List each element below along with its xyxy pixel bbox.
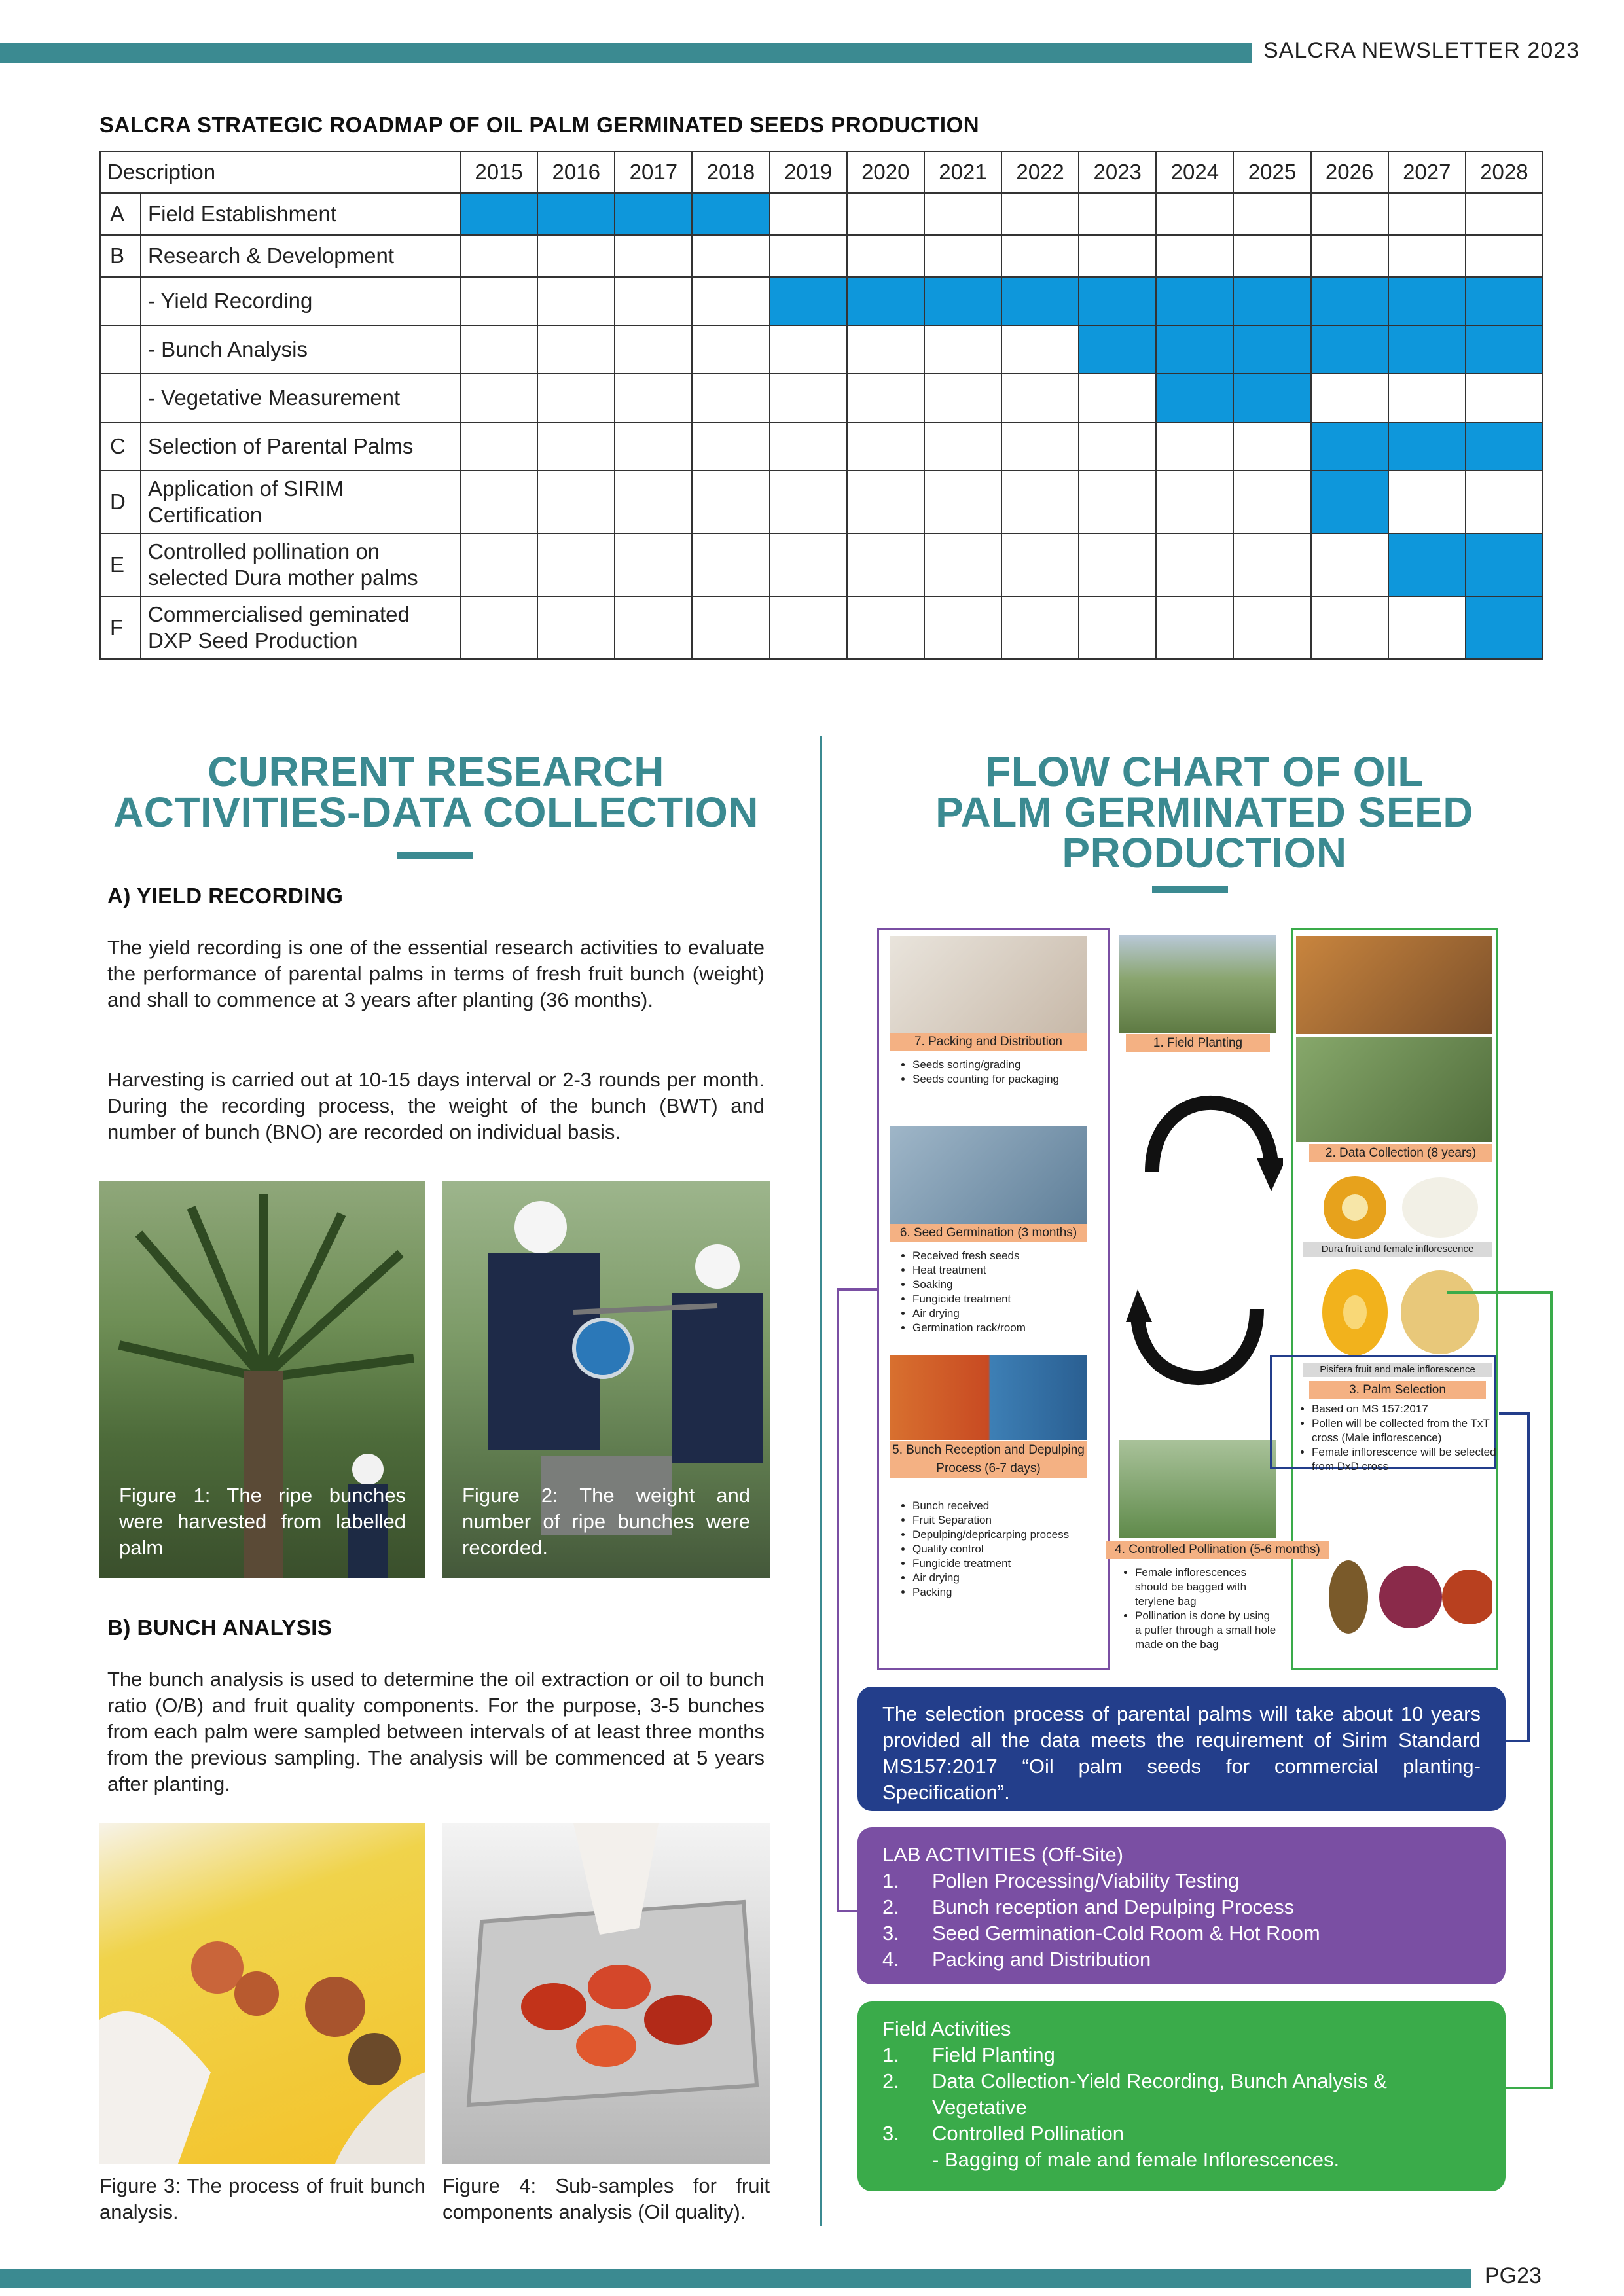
figure-4-caption: Figure 4: Sub-samples for fruit components analysis (Oil quality). — [442, 2174, 770, 2223]
description-header: Description — [100, 151, 460, 193]
gantt-cell — [1156, 374, 1233, 422]
gantt-cell — [1233, 533, 1310, 596]
gantt-cell — [847, 325, 924, 374]
gantt-cell — [1388, 533, 1466, 596]
gantt-cell — [1388, 596, 1466, 659]
gantt-cell — [1466, 325, 1543, 374]
roadmap-row-label: Selection of Parental Palms — [141, 422, 460, 471]
gantt-cell — [615, 374, 692, 422]
gantt-cell — [615, 325, 692, 374]
year-header-2027: 2027 — [1388, 151, 1466, 193]
gantt-cell — [1079, 471, 1156, 533]
gantt-cell — [692, 235, 769, 277]
roadmap-row — [100, 422, 1543, 471]
year-header-2024: 2024 — [1156, 151, 1233, 193]
step-2-caption-1: Dura fruit and female inflorescence — [1303, 1242, 1492, 1257]
gantt-cell — [1156, 325, 1233, 374]
gantt-cell — [1311, 374, 1388, 422]
research-heading-underline — [397, 852, 473, 859]
germination-photo — [890, 1126, 1087, 1224]
flow-chart-heading: FLOW CHART OF OIL PALM GERMINATED SEED PRODUCTION — [935, 748, 1473, 876]
year-header-2015: 2015 — [460, 151, 537, 193]
field-activities-box: Field Activities 1. Field Planting 2. Data Collection-Yield Recording, Bunch Analysis & Vegetative 3. Controlled Pollination - Bagging of male and female Inflorescences. — [857, 2001, 1506, 2191]
roadmap-row-code — [100, 325, 141, 374]
step-6-label: 6. Seed Germination (3 months) — [890, 1224, 1087, 1242]
gantt-cell — [770, 235, 847, 277]
gantt-cell — [924, 235, 1001, 277]
research-heading: CURRENT RESEARCH ACTIVITIES-DATA COLLECTION — [113, 748, 759, 836]
gantt-cell — [1388, 374, 1466, 422]
gantt-cell — [1311, 235, 1388, 277]
gantt-cell — [1079, 374, 1156, 422]
gantt-cell — [847, 596, 924, 659]
gantt-cell — [1311, 325, 1388, 374]
roadmap-row — [100, 193, 1543, 235]
gantt-cell — [1156, 235, 1233, 277]
figure-4-photo — [442, 1823, 770, 2164]
gantt-cell — [1388, 193, 1466, 235]
gantt-cell — [1079, 235, 1156, 277]
roadmap-row — [100, 277, 1543, 325]
dura-fruit-icon — [1309, 1172, 1492, 1244]
gantt-cell — [1466, 533, 1543, 596]
gantt-cell — [770, 533, 847, 596]
gantt-cell — [692, 422, 769, 471]
figure-3-caption: Figure 3: The process of fruit bunch analysis. — [99, 2174, 425, 2223]
year-header-2017: 2017 — [615, 151, 692, 193]
roadmap-row-code: E — [100, 533, 141, 596]
roadmap-row — [100, 325, 1543, 374]
gantt-cell — [1466, 193, 1543, 235]
gantt-cell — [460, 325, 537, 374]
figure-1-caption: Figure 1: The ripe bunches were harvested from labelled palm — [119, 1484, 406, 1559]
gantt-cell — [924, 422, 1001, 471]
gantt-cell — [537, 325, 615, 374]
gantt-cell — [1233, 596, 1310, 659]
gantt-cell — [460, 277, 537, 325]
gantt-cell — [537, 533, 615, 596]
roadmap-table — [99, 151, 1543, 660]
roadmap-row-label: Controlled pollination on selected Dura mother palms — [141, 533, 460, 596]
step-5-list: • Bunch received • Fruit Separation • Depulping/depricarping process • Quality control • Fungicide treatment • Air drying • Packing — [897, 1499, 1102, 1600]
year-header-2026: 2026 — [1311, 151, 1388, 193]
gantt-cell — [1311, 471, 1388, 533]
roadmap-row-label: - Vegetative Measurement — [141, 374, 460, 422]
data-collection-photo-1 — [1296, 936, 1492, 1034]
roadmap-row-code — [100, 374, 141, 422]
gantt-cell — [1233, 235, 1310, 277]
gantt-cell — [1001, 277, 1079, 325]
roadmap-title: SALCRA STRATEGIC ROADMAP OF OIL PALM GERMINATED SEEDS PRODUCTION — [99, 113, 980, 137]
year-header-2023: 2023 — [1079, 151, 1156, 193]
gantt-cell — [924, 193, 1001, 235]
gantt-cell — [692, 533, 769, 596]
gantt-cell — [1388, 422, 1466, 471]
gantt-cell — [770, 193, 847, 235]
gantt-cell — [1079, 193, 1156, 235]
gantt-cell — [460, 471, 537, 533]
step-2-caption-2: Pisifera fruit and male inflorescence — [1303, 1363, 1492, 1377]
gantt-cell — [537, 422, 615, 471]
roadmap-row — [100, 235, 1543, 277]
gantt-cell — [1466, 277, 1543, 325]
gantt-cell — [615, 471, 692, 533]
packing-photo — [890, 936, 1087, 1034]
gantt-cell — [770, 422, 847, 471]
gantt-cell — [1001, 471, 1079, 533]
roadmap-row-code: F — [100, 596, 141, 659]
gantt-cell — [1156, 533, 1233, 596]
gantt-cell — [1233, 193, 1310, 235]
gantt-cell — [1001, 325, 1079, 374]
roadmap-row-label: Commercialised geminated DXP Seed Production — [141, 596, 460, 659]
gantt-cell — [1233, 374, 1310, 422]
yield-recording-title: A) YIELD RECORDING — [107, 884, 344, 908]
gantt-cell — [537, 596, 615, 659]
gantt-cell — [692, 193, 769, 235]
step-7-label: 7. Packing and Distribution — [890, 1033, 1087, 1051]
gantt-cell — [1001, 533, 1079, 596]
gantt-cell — [924, 277, 1001, 325]
roadmap-row — [100, 374, 1543, 422]
gantt-cell — [770, 325, 847, 374]
step-5-label: 5. Bunch Reception and Depulping Process (6-7 days) — [890, 1441, 1087, 1478]
yield-recording-paragraph-2: Harvesting is carried out at 10-15 days interval or 2-3 rounds per month. During the recording process, the weight of the bunch (BWT) and number of bunch (BNO) are recorded on individual basis. — [107, 1068, 765, 1143]
gantt-cell — [770, 471, 847, 533]
field-planting-photo — [1119, 935, 1276, 1033]
footer-bar — [0, 2269, 1471, 2288]
gantt-cell — [1311, 596, 1388, 659]
gantt-cell — [1311, 193, 1388, 235]
gantt-cell — [1466, 596, 1543, 659]
page-number: PG23 — [1485, 2263, 1542, 2288]
roadmap-row-label: Research & Development — [141, 235, 460, 277]
roadmap-header-row — [100, 151, 1543, 193]
gantt-cell — [847, 235, 924, 277]
roadmap-row-code: C — [100, 422, 141, 471]
gantt-cell — [460, 422, 537, 471]
gantt-cell — [1233, 325, 1310, 374]
gantt-cell — [460, 533, 537, 596]
gantt-cell — [537, 471, 615, 533]
gantt-cell — [924, 596, 1001, 659]
gantt-cell — [1388, 325, 1466, 374]
year-header-2028: 2028 — [1466, 151, 1543, 193]
flow-heading-underline — [1152, 886, 1228, 893]
gantt-cell — [1388, 277, 1466, 325]
lab-activities-box: LAB ACTIVITIES (Off-Site) 1. Pollen Processing/Viability Testing 2. Bunch reception and Depulping Process 3. Seed Germination-Cold Room & Hot Room 4. Packing and Distribution — [857, 1827, 1506, 1984]
gantt-cell — [847, 471, 924, 533]
gantt-cell — [1466, 235, 1543, 277]
bunch-analysis-paragraph: The bunch analysis is used to determine the oil extraction or oil to bunch ratio (O/B) and fruit quality components. For the purpose, 3-5 bunches from each palm were sampled between intervals of at least three months from the previous sampling. The analysis will be commenced at 5 years after planting. — [107, 1668, 765, 1795]
year-header-2020: 2020 — [847, 151, 924, 193]
gantt-cell — [615, 277, 692, 325]
step-2-label: 2. Data Collection (8 years) — [1309, 1144, 1492, 1162]
gantt-cell — [1156, 471, 1233, 533]
step-4-label: 4. Controlled Pollination (5-6 months) — [1106, 1541, 1329, 1559]
yield-recording-paragraph-1: The yield recording is one of the essential research activities to evaluate the performance of parental palms in terms of fresh fruit bunch (weight) and shall to commence at 3 years after planting (36 months). — [107, 936, 765, 1011]
roadmap-row-label: Application of SIRIM Certification — [141, 471, 460, 533]
gantt-cell — [1156, 422, 1233, 471]
gantt-cell — [770, 374, 847, 422]
roadmap-row-code — [100, 277, 141, 325]
year-header-2018: 2018 — [692, 151, 769, 193]
column-divider — [820, 736, 822, 2226]
gantt-cell — [1001, 422, 1079, 471]
fruit-tray-illustration — [442, 1823, 770, 2164]
gantt-cell — [1079, 533, 1156, 596]
gantt-cell — [692, 325, 769, 374]
step-3-list: • Based on MS 157:2017 • Pollen will be collected from the TxT cross (Male inflorescence) • Female inflorescence will be selected from DxD cross — [1296, 1402, 1502, 1474]
gantt-cell — [615, 533, 692, 596]
gantt-cell — [1388, 235, 1466, 277]
fruit-bunch-illustration — [99, 1823, 425, 2164]
gantt-cell — [1001, 596, 1079, 659]
gantt-cell — [1388, 471, 1466, 533]
gantt-cell — [924, 471, 1001, 533]
year-header-2016: 2016 — [537, 151, 615, 193]
gantt-cell — [537, 193, 615, 235]
data-collection-photo-2 — [1296, 1037, 1492, 1142]
gantt-cell — [847, 193, 924, 235]
gantt-cell — [924, 533, 1001, 596]
step-6-list: • Received fresh seeds • Heat treatment • Soaking • Fungicide treatment • Air drying • Germination rack/room — [897, 1249, 1102, 1335]
roadmap-row-code: B — [100, 235, 141, 277]
roadmap-row-code: D — [100, 471, 141, 533]
gantt-cell — [1311, 422, 1388, 471]
gantt-cell — [460, 374, 537, 422]
bunch-analysis-title: B) BUNCH ANALYSIS — [107, 1615, 333, 1640]
year-header-2022: 2022 — [1001, 151, 1079, 193]
gantt-cell — [924, 374, 1001, 422]
roadmap-row-code: A — [100, 193, 141, 235]
gantt-cell — [692, 471, 769, 533]
gantt-cell — [537, 277, 615, 325]
step-7-list: • Seeds sorting/grading • Seeds counting for packaging — [897, 1058, 1102, 1086]
roadmap-row-label: - Yield Recording — [141, 277, 460, 325]
gantt-cell — [1466, 374, 1543, 422]
gantt-cell — [460, 193, 537, 235]
gantt-cell — [615, 193, 692, 235]
step-3-label: 3. Palm Selection — [1309, 1381, 1486, 1399]
gantt-cell — [1311, 277, 1388, 325]
gantt-cell — [924, 325, 1001, 374]
roadmap-row — [100, 533, 1543, 596]
roadmap-row-label: Field Establishment — [141, 193, 460, 235]
gantt-cell — [847, 422, 924, 471]
gantt-cell — [1156, 193, 1233, 235]
gantt-cell — [537, 374, 615, 422]
gantt-cell — [1156, 596, 1233, 659]
gantt-cell — [460, 596, 537, 659]
gantt-cell — [615, 422, 692, 471]
gantt-cell — [1466, 471, 1543, 533]
gantt-cell — [1001, 193, 1079, 235]
gantt-cell — [1466, 422, 1543, 471]
figure-1-photo — [99, 1181, 425, 1578]
roadmap-row — [100, 596, 1543, 659]
gantt-cell — [770, 277, 847, 325]
gantt-cell — [1001, 235, 1079, 277]
year-header-2019: 2019 — [770, 151, 847, 193]
gantt-cell — [847, 277, 924, 325]
gantt-cell — [770, 596, 847, 659]
figure-2-caption: Figure 2: The weight and number of ripe bunches were recorded. — [462, 1484, 750, 1559]
figure-2-photo — [442, 1181, 770, 1578]
header-bar — [0, 43, 1252, 63]
gantt-cell — [692, 374, 769, 422]
gantt-cell — [1233, 422, 1310, 471]
step-1-label: 1. Field Planting — [1126, 1034, 1270, 1052]
field-activities-list: 1. Field Planting 2. Data Collection-Yield Recording, Bunch Analysis & Vegetative 3. Controlled Pollination — [882, 2043, 1387, 2145]
selection-info-box: The selection process of parental palms will take about 10 years provided all the data meets the requirement of Sirim Standard MS157:2017 “Oil palm seeds for commercial planting-Specification”. — [857, 1687, 1506, 1811]
gantt-cell — [1079, 596, 1156, 659]
roadmap-row — [100, 471, 1543, 533]
gantt-cell — [1079, 422, 1156, 471]
roadmap-row-label: - Bunch Analysis — [141, 325, 460, 374]
gantt-cell — [1001, 374, 1079, 422]
gantt-cell — [1233, 471, 1310, 533]
newsletter-title: SALCRA NEWSLETTER 2023 — [1263, 38, 1580, 63]
gantt-cell — [692, 277, 769, 325]
figure-3-photo — [99, 1823, 425, 2164]
gantt-cell — [537, 235, 615, 277]
gantt-cell — [1233, 277, 1310, 325]
gantt-cell — [615, 235, 692, 277]
gantt-cell — [692, 596, 769, 659]
gantt-cell — [1079, 325, 1156, 374]
gantt-cell — [460, 235, 537, 277]
gantt-cell — [1156, 277, 1233, 325]
gantt-cell — [847, 374, 924, 422]
gantt-cell — [1079, 277, 1156, 325]
gantt-cell — [615, 596, 692, 659]
gantt-cell — [847, 533, 924, 596]
year-header-2025: 2025 — [1233, 151, 1310, 193]
gantt-cell — [1311, 533, 1388, 596]
year-header-2021: 2021 — [924, 151, 1001, 193]
step-4-list: • Female inflorescences should be bagged with terylene bag • Pollination is done by using a puffer through a small hole made on the bag — [1119, 1566, 1279, 1652]
lab-activities-list: 1. Pollen Processing/Viability Testing 2. Bunch reception and Depulping Process 3. Seed Germination-Cold Room & Hot Room 4. Packing and Distribution — [882, 1869, 1320, 1971]
